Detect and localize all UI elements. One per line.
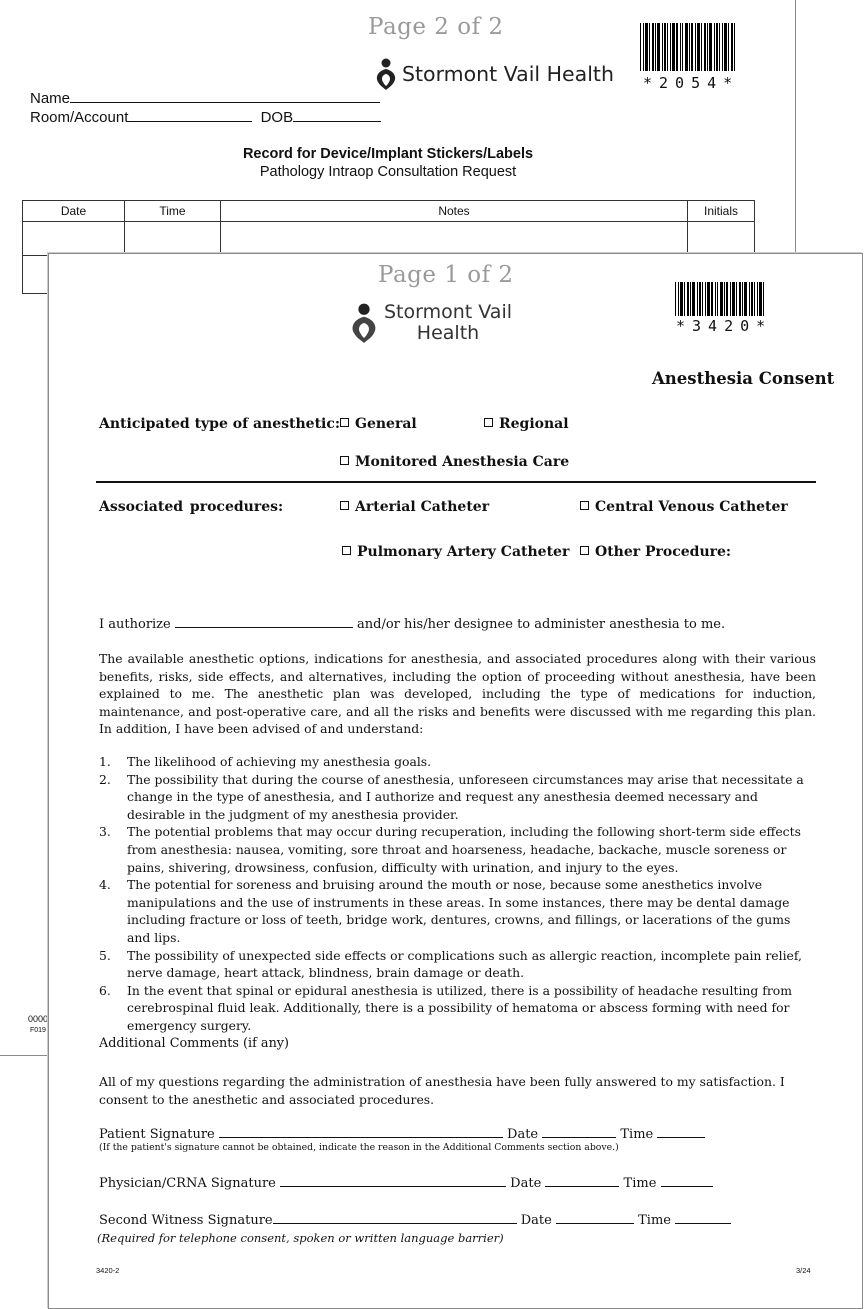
table-cell[interactable]: [23, 222, 125, 256]
time-label: Time: [620, 1127, 654, 1142]
form-number: 3420-2: [96, 1266, 120, 1275]
witness-signature-label: Second Witness Signature: [99, 1213, 273, 1228]
date-label: Date: [510, 1176, 542, 1191]
risk-list: [99, 753, 811, 1035]
date-label: Date: [507, 1127, 539, 1142]
section-divider: [96, 481, 816, 483]
name-blank[interactable]: [70, 89, 380, 103]
page-2-title: Record for Device/Implant Stickers/Labels: [242, 146, 534, 162]
barcode-bar: [734, 23, 735, 71]
page-2-label: Page 2 of 2: [368, 14, 504, 40]
barcode-graphic: [640, 23, 739, 71]
table-header-row: [23, 201, 755, 222]
revision-date: 3/24: [796, 1266, 811, 1275]
barcode-bar: [763, 282, 764, 316]
header-notes: Notes: [221, 201, 688, 222]
list-item-text: The potential for soreness and bruising around the mouth or nose, because some anesthetics involve manipulations and the use of instruments in these areas. In some instances, there may be dental damage including fracture or loss of teeth, bridge work, dentures, crowns, and fillings, or lacerations of the gums and lips.: [127, 877, 791, 945]
stormont-vail-logo-icon: [374, 58, 398, 90]
stormont-vail-logo-icon: [349, 301, 379, 345]
physician-time-blank[interactable]: [661, 1173, 713, 1187]
page-2-subtitle: Pathology Intraop Consultation Request: [259, 164, 517, 180]
witness-signature-line: [99, 1210, 731, 1228]
option-label: Pulmonary Artery Catheter: [357, 544, 570, 560]
header-date: Date: [23, 201, 125, 222]
additional-comments-label: Additional Comments (if any): [99, 1036, 290, 1051]
list-item-text: The potential problems that may occur during recuperation, including the following short-term side effects from anesthesia: nausea, vomiting, sore throat and hoarseness, headache, backache, muscle soreness or pains, shivering, drowsiness, confusion, difficulty with urination, and injury to the eyes.: [127, 824, 801, 875]
list-item-text: In the event that spinal or epidural anesthesia is utilized, there is a possibility of headache resulting from cerebrospinal fluid leak. Additionally, there is a possibility of hematoma or abscess forming with need for emergency surgery.: [127, 982, 792, 1033]
header-time: Time: [125, 201, 221, 222]
page-2-footer-code: 0000: [28, 1014, 49, 1024]
page-2-logo: [374, 58, 614, 90]
table-cell[interactable]: [688, 222, 755, 256]
authorize-suffix: and/or his/her designee to administer anesthesia to me.: [357, 617, 726, 632]
logo-text-block: [384, 302, 512, 344]
physician-signature-line: [99, 1173, 713, 1191]
name-label: Name: [30, 90, 71, 107]
authorize-line: [99, 614, 725, 632]
table-row: [23, 222, 755, 256]
witness-note: (Required for telephone consent, spoken or written language barrier): [97, 1231, 504, 1245]
list-item-text: The possibility of unexpected side effects or complications such as allergic reaction, incomplete pain relief, nerve damage, heart attack, blindness, brain damage or death.: [127, 947, 802, 981]
checkbox-icon[interactable]: [580, 501, 589, 510]
name-field: [30, 89, 380, 107]
dob-blank[interactable]: [293, 108, 381, 122]
barcode-number: *3420*: [676, 317, 773, 335]
option-regional[interactable]: [484, 416, 569, 432]
checkbox-icon[interactable]: [340, 456, 349, 465]
patient-time-blank[interactable]: [657, 1124, 705, 1138]
page-1-barcode: [675, 282, 772, 335]
logo-line-2: Health: [416, 322, 480, 344]
page-1-sheet: [48, 253, 863, 1309]
witness-signature-blank[interactable]: [273, 1210, 517, 1224]
time-label: Time: [638, 1213, 671, 1228]
list-item-text: The possibility that during the course of anesthesia, unforeseen circumstances may arise that necessitate a change in the type of anesthesia, and I authorize and request any anesthesia deemed necessary and desirable in the judgment of my anesthesia provider.: [127, 771, 804, 822]
option-label: General: [355, 416, 417, 432]
page-1-logo: [349, 301, 512, 345]
option-label: Regional: [499, 416, 569, 432]
witness-time-blank[interactable]: [675, 1210, 731, 1224]
list-item: 3. The potential problems that may occur during recuperation, including the following short-term side effects from anesthesia: nausea, vomiting, sore throat and hoarseness, headache, backache, muscle soreness or pains, shivering, drowsiness, confusion, difficulty with urination, and injury to the eyes.: [99, 824, 801, 875]
page-2-barcode: [640, 23, 739, 92]
table-cell[interactable]: [221, 222, 688, 256]
logo-line-1: Stormont Vail: [384, 301, 512, 323]
header-initials: Initials: [688, 201, 755, 222]
barcode-graphic: [675, 282, 772, 316]
page-1-title: Anesthesia Consent: [652, 369, 835, 388]
witness-date-blank[interactable]: [556, 1210, 634, 1224]
room-label: Room/Account: [30, 109, 129, 126]
option-label: Arterial Catheter: [355, 499, 490, 515]
table-cell[interactable]: [125, 222, 221, 256]
checkbox-icon[interactable]: [484, 418, 493, 427]
list-item-text: The likelihood of achieving my anesthesia goals.: [127, 754, 432, 769]
list-item: 2. The possibility that during the course of anesthesia, unforeseen circumstances may arise that necessitate a change in the type of anesthesia, and I authorize and request any anesthesia deemed necessary and desirable in the judgment of my anesthesia provider.: [99, 771, 804, 822]
checkbox-icon[interactable]: [340, 418, 349, 427]
physician-signature-label: Physician/CRNA Signature: [99, 1176, 276, 1191]
patient-signature-line: [99, 1124, 705, 1142]
time-label: Time: [623, 1176, 657, 1191]
page-1-label: Page 1 of 2: [378, 262, 514, 288]
list-item: 5. The possibility of unexpected side effects or complications such as allergic reaction, incomplete pain relief, nerve damage, heart attack, blindness, brain damage or death.: [99, 947, 802, 981]
barcode-number: *2054*: [643, 74, 740, 92]
option-label: Other Procedure:: [595, 544, 732, 560]
intro-paragraph: The available anesthetic options, indications for anesthesia, and associated procedures along with their various benefits, risks, side effects, and alternatives, including the option of proceeding without anesthesia, have been explained to me. The anesthetic plan was developed, including the type of medications for induction, maintenance, and post-operative care, and all the risks and benefits were discussed with me regarding this plan. In addition, I have been advised of and understand:: [99, 651, 816, 736]
room-blank[interactable]: [128, 108, 252, 122]
patient-signature-label: Patient Signature: [99, 1127, 215, 1142]
anesthetic-type-label: Anticipated type of anesthetic:: [99, 416, 341, 432]
option-monitored-anesthesia-care[interactable]: [340, 454, 569, 470]
date-label: Date: [520, 1213, 552, 1228]
room-dob-field: [30, 108, 381, 126]
physician-signature-blank[interactable]: [280, 1173, 506, 1187]
procedures-label: Associated procedures:: [99, 499, 284, 515]
physician-date-blank[interactable]: [545, 1173, 619, 1187]
patient-signature-note: (If the patient's signature cannot be obtained, indicate the reason in the Additional Comments section above.): [99, 1142, 619, 1153]
patient-signature-blank[interactable]: [219, 1124, 503, 1138]
provider-name-blank[interactable]: [175, 614, 353, 628]
list-item: 1. The likelihood of achieving my anesthesia goals.: [99, 754, 432, 769]
option-label: Central Venous Catheter: [595, 499, 788, 515]
questions-paragraph: All of my questions regarding the administration of anesthesia have been fully answered to my satisfaction. I consent to the anesthetic and associated procedures.: [99, 1074, 785, 1107]
option-central-venous-catheter[interactable]: [580, 499, 788, 515]
dob-label: DOB: [260, 109, 294, 126]
option-general[interactable]: [340, 416, 417, 432]
authorize-prefix: I authorize: [99, 617, 171, 632]
checkbox-icon[interactable]: [580, 546, 589, 555]
option-other-procedure[interactable]: [580, 544, 731, 560]
checkbox-icon[interactable]: [342, 546, 351, 555]
logo-text: Stormont Vail Health: [402, 62, 614, 86]
list-item: 6. In the event that spinal or epidural anesthesia is utilized, there is a possibility of headache resulting from cerebrospinal fluid leak. Additionally, there is a possibility of hematoma or abscess forming with need for emergency surgery.: [99, 982, 792, 1033]
checkbox-icon[interactable]: [340, 501, 349, 510]
list-item: 4. The potential for soreness and bruising around the mouth or nose, because some anesthetics involve manipulations and the use of instruments in these areas. In some instances, there may be dental damage including fracture or loss of teeth, bridge work, dentures, crowns, and fillings, or lacerations of the gums and lips.: [99, 877, 791, 945]
option-arterial-catheter[interactable]: [340, 499, 489, 515]
option-pulmonary-artery-catheter[interactable]: [342, 544, 569, 560]
patient-date-blank[interactable]: [542, 1124, 616, 1138]
option-label: Monitored Anesthesia Care: [355, 454, 570, 470]
page-2-footer-form: F019: [30, 1027, 46, 1034]
